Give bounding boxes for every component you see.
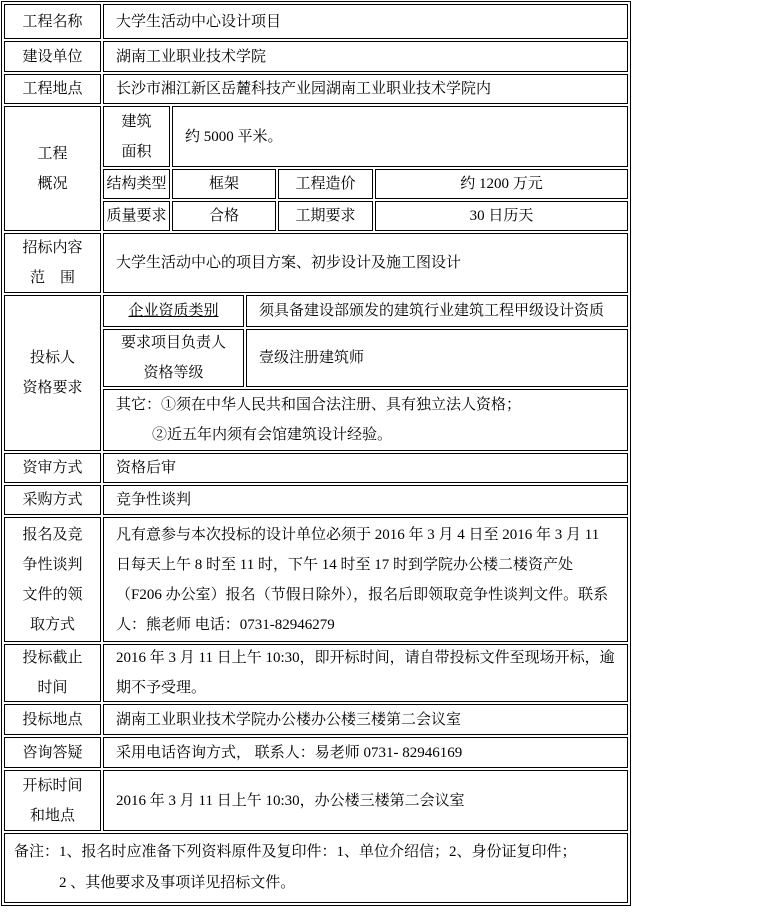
location-value xyxy=(103,74,628,104)
area-label-line2: 面积 xyxy=(121,143,152,160)
overview-label-line1: 工程 xyxy=(37,145,68,162)
leader-label-line2: 资格等级 xyxy=(143,365,204,381)
other-qualification-line2: ②近五年内须有会馆建筑设计经验。 xyxy=(152,427,393,443)
leader-value xyxy=(246,329,628,387)
row-location xyxy=(4,74,628,104)
procurement-label xyxy=(4,485,101,515)
enterprise-label-text: 企业资质类别 xyxy=(128,303,219,319)
bid-place-value-text: 湖南工业职业技术学院办公楼办公楼三楼第二会议室 xyxy=(116,711,462,728)
project-name-label xyxy=(4,4,101,39)
structure-value-text: 框架 xyxy=(208,176,239,192)
overview-subtable xyxy=(103,106,628,231)
leader-value-text: 壹级注册建筑师 xyxy=(259,350,365,366)
owner-label-text: 建设单位 xyxy=(22,48,83,65)
row-bid-place xyxy=(4,704,628,735)
row-owner xyxy=(4,41,628,72)
area-label-line1: 建筑 xyxy=(121,113,152,130)
structure-label-text: 结构类型 xyxy=(106,176,167,192)
row-opening xyxy=(4,770,628,831)
scope-value-text: 大学生活动中心的项目方案、初步设计及施工图设计 xyxy=(116,255,462,271)
bid-place-value xyxy=(103,704,628,735)
area-value xyxy=(172,106,628,167)
registration-label xyxy=(4,517,101,642)
row-other-qualification xyxy=(103,389,628,451)
row-enterprise-qualification xyxy=(103,295,628,327)
project-name-value-text: 大学生活动中心设计项目 xyxy=(116,13,282,30)
qualification-subtable xyxy=(103,295,628,451)
row-review xyxy=(4,453,628,483)
owner-value-text: 湖南工业职业技术学院 xyxy=(116,48,267,65)
row-leader-qualification xyxy=(103,329,628,387)
scope-label xyxy=(4,233,101,293)
enterprise-value xyxy=(246,295,628,327)
row-registration xyxy=(4,517,628,642)
opening-label xyxy=(4,770,101,831)
row-scope xyxy=(4,233,628,293)
scope-label-line1: 招标内容 xyxy=(22,240,83,256)
row-consult xyxy=(4,737,628,768)
row-overview-quality-duration xyxy=(103,201,628,231)
duration-value-text: 30 日历天 xyxy=(469,208,534,224)
quality-value-text: 合格 xyxy=(208,208,239,224)
review-label-text: 资审方式 xyxy=(22,460,83,476)
deadline-value xyxy=(103,644,628,702)
structure-value xyxy=(172,169,276,199)
row-overview-area xyxy=(103,106,628,167)
cost-value-text: 约 1200 万元 xyxy=(460,176,543,192)
consult-value-text: 采用电话咨询方式， 联系人：易老师 0731- 82946169 xyxy=(116,744,463,761)
opening-value xyxy=(103,770,628,831)
location-label xyxy=(4,74,101,104)
duration-value xyxy=(375,201,628,231)
area-label xyxy=(103,106,170,167)
review-value-text: 资格后审 xyxy=(116,460,177,476)
qualification-label-line1: 投标人 xyxy=(29,350,75,366)
row-project-name xyxy=(4,4,628,39)
structure-label xyxy=(103,169,170,199)
review-label xyxy=(4,453,101,483)
row-remark xyxy=(4,833,628,903)
overview-label xyxy=(4,106,101,231)
quality-label xyxy=(103,201,170,231)
opening-value-text: 2016 年 3 月 11 日上午 10:30，办公楼三楼第二会议室 xyxy=(116,792,465,809)
registration-label-line3: 文件的领 xyxy=(22,586,83,603)
enterprise-label xyxy=(103,295,244,327)
remark-line2: 2 、其他要求及事项详见招标文件。 xyxy=(59,875,296,891)
qualification-label xyxy=(4,295,101,451)
owner-value xyxy=(103,41,628,72)
registration-label-line1: 报名及竞 xyxy=(22,526,83,543)
deadline-label xyxy=(4,644,101,702)
other-qualification-cell xyxy=(103,389,628,451)
leader-label-line1: 要求项目负责人 xyxy=(120,335,226,351)
location-value-text: 长沙市湘江新区岳麓科技产业园湖南工业职业技术学院内 xyxy=(116,81,492,97)
cost-label xyxy=(278,169,373,199)
duration-label-text: 工期要求 xyxy=(295,208,356,224)
qualification-label-line2: 资格要求 xyxy=(22,380,83,396)
other-qualification-line1: 其它：①须在中华人民共和国合法注册、具有独立法人资格； xyxy=(116,397,522,413)
deadline-value-text: 2016 年 3 月 11 日上午 10:30，即开标时间，请自带投标文件至现场开标，逾期不予受理。 xyxy=(116,650,615,696)
registration-label-line4: 取方式 xyxy=(29,616,75,633)
row-deadline xyxy=(4,644,628,702)
remark-cell xyxy=(4,833,628,903)
consult-value xyxy=(103,737,628,768)
owner-label xyxy=(4,41,101,72)
bid-place-label-text: 投标地点 xyxy=(22,711,83,728)
project-name-label-text: 工程名称 xyxy=(22,13,83,30)
consult-label xyxy=(4,737,101,768)
opening-label-line1: 开标时间 xyxy=(22,777,83,794)
registration-value-text: 凡有意参与本次投标的设计单位必须于 2016 年 3 月 4 日至 2016 年 3 月 11 日每天上午 8 时至 11 时，下午 14 时至 17 时到学院办公楼二楼资产处（F206 办公室）报名（节假日除外），报名后即领取竞争性谈判文件。联系人：熊老师 电话：0731-82946279 xyxy=(116,526,609,633)
deadline-label-line1: 投标截止 xyxy=(22,650,83,666)
area-value-text: 约 5000 平米。 xyxy=(185,128,283,145)
cost-value xyxy=(375,169,628,199)
project-name-value xyxy=(103,4,628,39)
review-value xyxy=(103,453,628,483)
duration-label xyxy=(278,201,373,231)
consult-label-text: 咨询答疑 xyxy=(22,744,83,761)
scope-value xyxy=(103,233,628,293)
remark-line1: 备注：1、报名时应准备下列资料原件及复印件：1、单位介绍信；2、身份证复印件； xyxy=(14,844,577,860)
procurement-value-text: 竞争性谈判 xyxy=(116,492,192,508)
deadline-label-line2: 时间 xyxy=(37,680,68,696)
quality-label-text: 质量要求 xyxy=(106,208,167,224)
registration-label-line2: 争性谈判 xyxy=(22,556,83,573)
row-overview xyxy=(4,106,628,231)
scope-label-line2: 范 围 xyxy=(29,270,75,286)
bid-place-label xyxy=(4,704,101,735)
tender-info-table xyxy=(1,1,631,906)
enterprise-value-text: 须具备建设部颁发的建筑行业建筑工程甲级设计资质 xyxy=(259,303,605,319)
overview-label-line2: 概况 xyxy=(37,175,68,192)
procurement-label-text: 采购方式 xyxy=(22,492,83,508)
quality-value xyxy=(172,201,276,231)
cost-label-text: 工程造价 xyxy=(295,176,356,192)
registration-value xyxy=(103,517,628,642)
leader-label xyxy=(103,329,244,387)
procurement-value xyxy=(103,485,628,515)
opening-label-line2: 和地点 xyxy=(29,807,75,824)
row-procurement xyxy=(4,485,628,515)
row-overview-structure-cost xyxy=(103,169,628,199)
row-qualification xyxy=(4,295,628,451)
location-label-text: 工程地点 xyxy=(22,81,83,97)
